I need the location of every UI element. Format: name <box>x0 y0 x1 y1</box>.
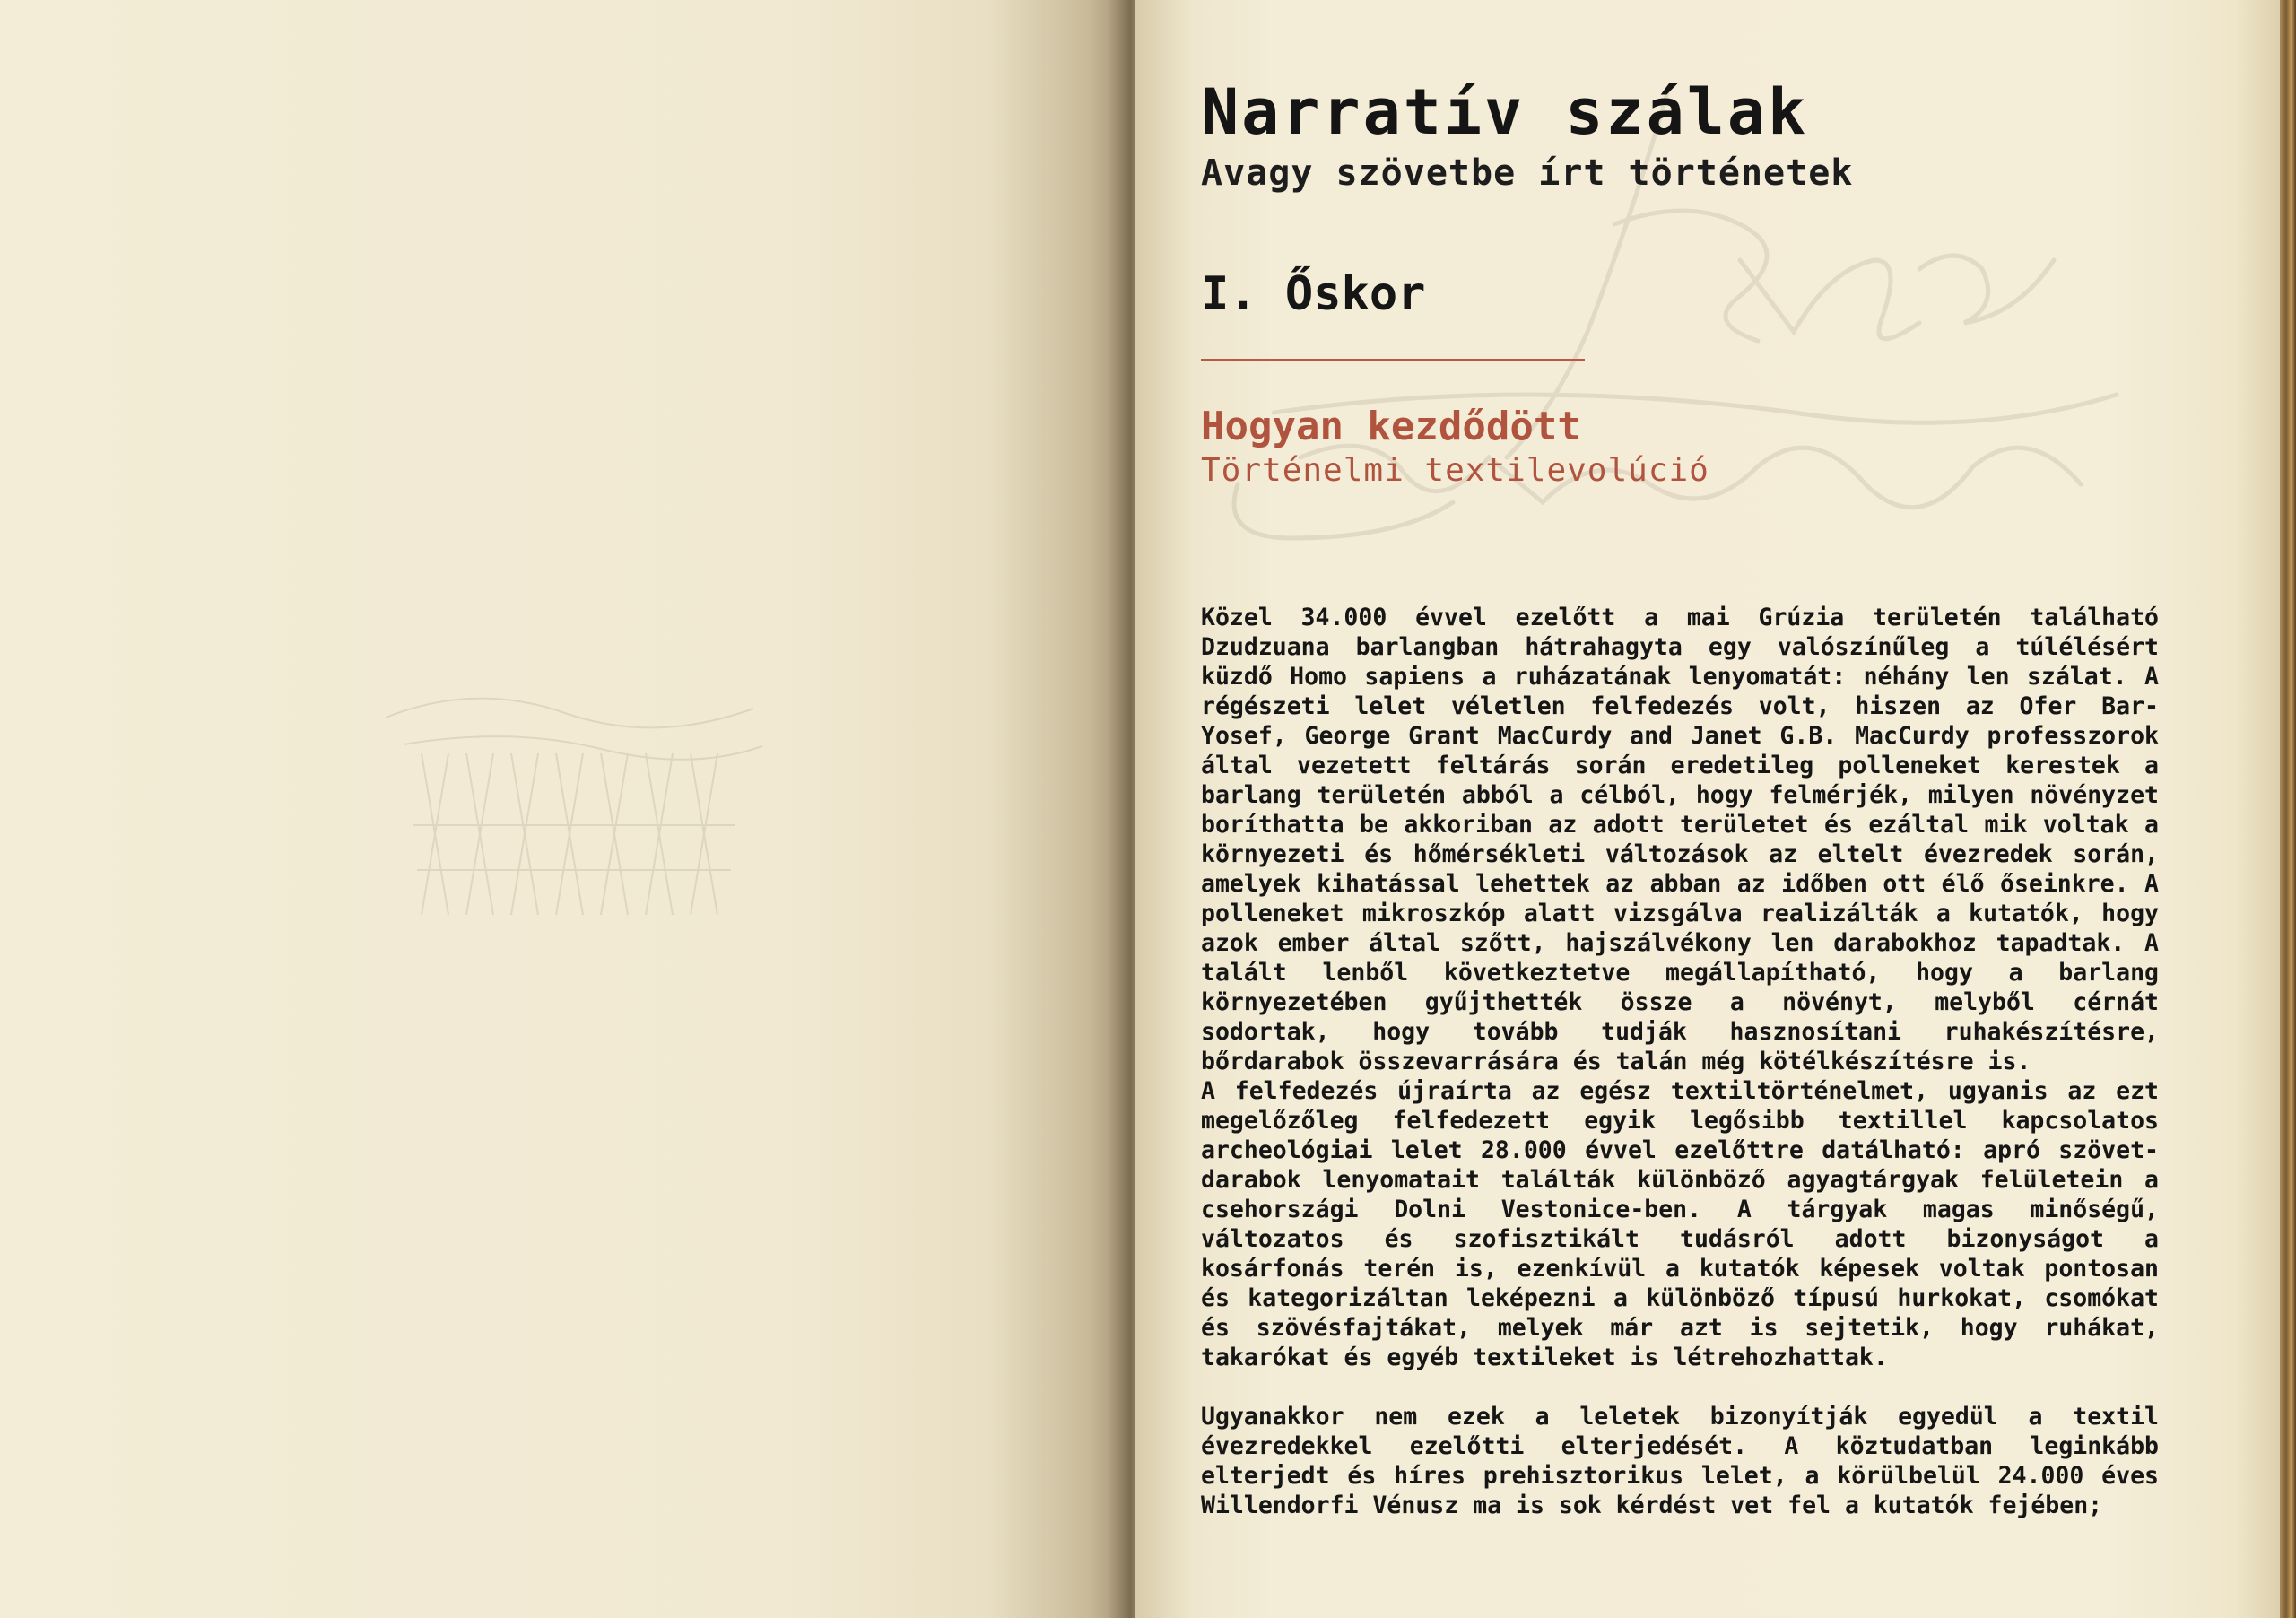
page-edge <box>2280 0 2296 1618</box>
paragraph: Közel 34.000 évvel ezelőtt a mai Grúzia területén található Dzudzuana barlangban hátrahagyta egy valószínűleg a túlélésért küzdő Homo sapiens a ruházatának lenyomatát: néhány len szálat. A régészeti lelet véletlen felfedezés volt, hiszen az Ofer Bar-Yosef, George Grant MacCurdy and Janet G.B. MacCurdy professzorok által vezetett feltárás során eredetileg polleneket kerestek a barlang területén abból a célból, hogy felmérjék, milyen növényzet boríthatta be akkoriban az adott területet és ezáltal mik voltak a környezeti és hőmérsékleti változások az eltelt évezredek során, amelyek kihatással lehettek az abban az időben ott élő őseinkre. A polleneket mikroszkóp alatt vizsgálva realizálták a kutatók, hogy azok ember által szőtt, hajszálvékony len darabokhoz tapadtak. A talált lenből következtetve megállapítható, hogy a barlang környezetében gyűjthették össze a növényt, melyből cérnát sodortak, hogy tovább tudják hasznosítani ruhakészítésre, bőrdarabok összevarrására és talán még kötélkészítésre is. <box>1201 604 2159 1075</box>
book-subtitle: Avagy szövetbe írt történetek <box>1201 152 1854 194</box>
heading-divider <box>1201 359 1585 361</box>
book-title: Narratív szálak <box>1201 75 1809 149</box>
page-content <box>1201 72 2159 1519</box>
section-title: Hogyan kezdődött <box>1201 404 1581 449</box>
section-subtitle: Történelmi textilevolúció <box>1201 452 1709 489</box>
body-text <box>1201 603 2159 1550</box>
paragraph: A felfedezés újraírta az egész textiltörténelmet, ugyanis az ezt megelőzőleg felfedezett egyik legősibb textillel kapcsolatos archeológiai lelet 28.000 évvel ezelőttre datálható: apró szövet-darabok lenyomatait találták különböző agyagtárgyak felületein a csehországi Dolni Vestonice-ben. A tárgyak magas minőségű, változatos és szofisztikált tudásról adott bizonyságot a kosárfonás terén is, ezenkívül a kutatók képesek voltak pontosan és kategorizáltan leképezni a különböző típusú hurkokat, csomókat és szövésfajtákat, melyek már azt is sejtetik, hogy ruhákat, takarókat és egyéb textileket is létrehozhattak. <box>1201 1077 2159 1371</box>
faint-illustration <box>368 664 771 933</box>
chapter-heading: I. Őskor <box>1201 267 1426 321</box>
left-page <box>0 0 1121 1618</box>
paragraph: Ugyanakkor nem ezek a leletek bizonyítják egyedül a textil évezredekkel ezelőtti elterjedését. A köztudatban leginkább elterjedt és híres prehisztorikus lelet, a körülbelül 24.000 éves Willendorfi Vénusz ma is sok kérdést vet fel a kutatók fejében; <box>1201 1403 2159 1519</box>
